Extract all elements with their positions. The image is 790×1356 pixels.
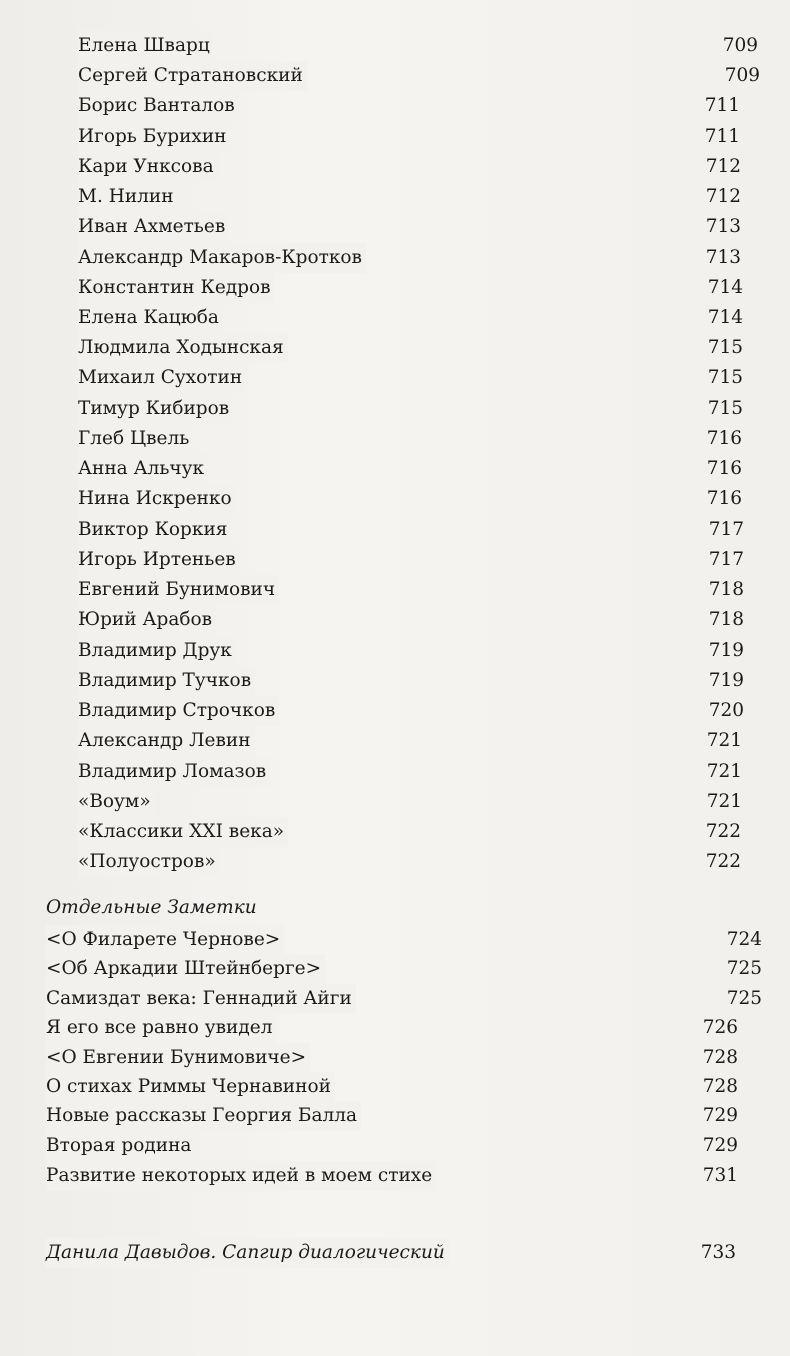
toc-entry-page-number: 719 — [708, 640, 744, 661]
toc-entry — [0, 454, 790, 484]
toc-entry-title: «Полуостров» — [78, 847, 220, 877]
toc-entry-title: Елена Кацюба — [78, 303, 223, 333]
toc-entry-page-number: 729 — [702, 1105, 738, 1126]
toc-entry — [0, 1131, 790, 1161]
toc-entry-page-number: 718 — [708, 609, 744, 630]
toc-entry — [0, 575, 790, 605]
toc-entry — [0, 984, 790, 1014]
toc-entry-page-number: 726 — [702, 1017, 738, 1038]
toc-entry-title: Константин Кедров — [78, 273, 275, 303]
toc-entry-page-number: 718 — [708, 579, 744, 600]
toc-entry-title: Сергей Стратановский — [78, 61, 307, 91]
toc-entry — [0, 424, 790, 454]
toc-entry-page-number: 728 — [702, 1047, 738, 1068]
toc-entry-title: Виктор Коркия — [78, 515, 231, 545]
toc-entry-title: Игорь Иртеньев — [78, 545, 240, 575]
toc-entry-page-number: 712 — [705, 186, 741, 207]
toc-entry-title: Владимир Строчков — [78, 696, 279, 726]
toc-entry — [0, 1072, 790, 1102]
toc-entry — [0, 484, 790, 514]
toc-entry-page-number: 709 — [722, 35, 758, 56]
toc-entry-page-number: 711 — [704, 126, 740, 147]
toc-entry-title: Анна Альчук — [78, 454, 208, 484]
toc-entry-title: Нина Искренко — [78, 484, 236, 514]
toc-entry — [0, 515, 790, 545]
toc-entry — [0, 303, 790, 333]
toc-entry-title: Владимир Друк — [78, 636, 236, 666]
toc-entry-title: Евгений Бунимович — [78, 575, 279, 605]
toc-entry — [0, 787, 790, 817]
toc-entry-title: Вторая родина — [46, 1131, 195, 1161]
section-heading: Отдельные Заметки — [46, 897, 257, 918]
toc-entry — [0, 1101, 790, 1131]
toc-entry-page-number: 714 — [707, 307, 743, 328]
toc-entry-page-number: 716 — [706, 458, 742, 479]
toc-entry-page-number: 715 — [707, 398, 743, 419]
toc-entry-title: Александр Левин — [78, 726, 255, 756]
toc-entry — [0, 545, 790, 575]
toc-entry-page-number: 733 — [700, 1242, 736, 1263]
toc-entry-title: Я его все равно увидел — [46, 1013, 276, 1043]
toc-entry — [0, 666, 790, 696]
toc-entry — [0, 91, 790, 121]
toc-entry-title: Глеб Цвель — [78, 424, 193, 454]
toc-entry-title: <О Евгении Бунимовиче> — [46, 1043, 310, 1073]
toc-entry-page-number: 729 — [702, 1135, 738, 1156]
toc-entry-page-number: 721 — [706, 761, 742, 782]
toc-entry — [0, 182, 790, 212]
toc-entry-title: Людмила Ходынская — [78, 333, 288, 363]
toc-entry — [0, 696, 790, 726]
toc-entry-title: «Воум» — [78, 787, 155, 817]
toc-entry-title: Александр Макаров-Кротков — [78, 243, 366, 273]
toc-entry-page-number: 721 — [706, 730, 742, 751]
toc-entry-title: <Об Аркадии Штейнберге> — [46, 954, 325, 984]
toc-entry-page-number: 709 — [724, 65, 760, 86]
toc-entry-page-number: 724 — [726, 929, 762, 950]
toc-entry — [0, 1013, 790, 1043]
toc-entry-page-number: 728 — [702, 1076, 738, 1097]
toc-entry-page-number: 715 — [707, 337, 743, 358]
toc-entry — [0, 394, 790, 424]
toc-entry-title: Данила Давыдов. Сапгир диалогический — [46, 1238, 449, 1268]
toc-entry-title: Михаил Сухотин — [78, 363, 246, 393]
toc-entry — [0, 31, 790, 61]
toc-entry-page-number: 716 — [706, 488, 742, 509]
toc-entry-page-number: 713 — [705, 247, 741, 268]
toc-entry-page-number: 722 — [705, 851, 741, 872]
toc-entry-title: Тимур Кибиров — [78, 394, 233, 424]
toc-entry-page-number: 719 — [708, 670, 744, 691]
toc-entry-title: Самиздат века: Геннадий Айги — [46, 984, 356, 1014]
toc-entry — [0, 1161, 790, 1191]
toc-entry-page-number: 714 — [707, 277, 743, 298]
toc-entry-page-number: 720 — [708, 700, 744, 721]
toc-entry — [0, 122, 790, 152]
toc-entry — [0, 152, 790, 182]
toc-entry-page-number: 731 — [702, 1165, 738, 1186]
toc-entry-page-number: 711 — [704, 95, 740, 116]
toc-entry — [0, 61, 790, 91]
toc-entry-title: Игорь Бурихин — [78, 122, 231, 152]
toc-entry — [0, 605, 790, 635]
toc-entry-title: Иван Ахметьев — [78, 212, 229, 242]
toc-entry — [0, 726, 790, 756]
toc-entry-page-number: 717 — [708, 519, 744, 540]
toc-entry — [0, 757, 790, 787]
toc-entry — [0, 1043, 790, 1073]
toc-entry — [0, 925, 790, 955]
toc-entry — [0, 212, 790, 242]
toc-entry-title: Владимир Тучков — [78, 666, 255, 696]
toc-entry-title: М. Нилин — [78, 182, 178, 212]
toc-entry — [0, 333, 790, 363]
toc-entry — [0, 1238, 790, 1268]
toc-entry — [0, 954, 790, 984]
toc-entry-title: «Классики XXI века» — [78, 817, 288, 847]
toc-entry-page-number: 712 — [705, 156, 741, 177]
toc-entry-title: <О Филарете Чернове> — [46, 925, 284, 955]
toc-entry-page-number: 716 — [706, 428, 742, 449]
toc-entry-page-number: 721 — [706, 791, 742, 812]
toc-entry-page-number: 725 — [726, 988, 762, 1009]
toc-entry-title: Борис Ванталов — [78, 91, 239, 121]
toc-entry-page-number: 725 — [726, 958, 762, 979]
toc-entry — [0, 847, 790, 877]
toc-entry — [0, 273, 790, 303]
toc-entry — [0, 636, 790, 666]
toc-entry-title: Новые рассказы Георгия Балла — [46, 1101, 361, 1131]
toc-entry-title: О стихах Риммы Чернавиной — [46, 1072, 335, 1102]
toc-entry-page-number: 717 — [708, 549, 744, 570]
toc-entry — [0, 363, 790, 393]
toc-entry-page-number: 722 — [705, 821, 741, 842]
toc-entry-title: Кари Унксова — [78, 152, 218, 182]
toc-entry — [0, 817, 790, 847]
toc-entry-page-number: 713 — [705, 216, 741, 237]
toc-entry — [0, 243, 790, 273]
toc-entry-title: Елена Шварц — [78, 31, 214, 61]
toc-entry-title: Юрий Арабов — [78, 605, 216, 635]
toc-entry-title: Владимир Ломазов — [78, 757, 270, 787]
toc-entry-title: Развитие некоторых идей в моем стихе — [46, 1161, 436, 1191]
toc-entry-page-number: 715 — [707, 367, 743, 388]
